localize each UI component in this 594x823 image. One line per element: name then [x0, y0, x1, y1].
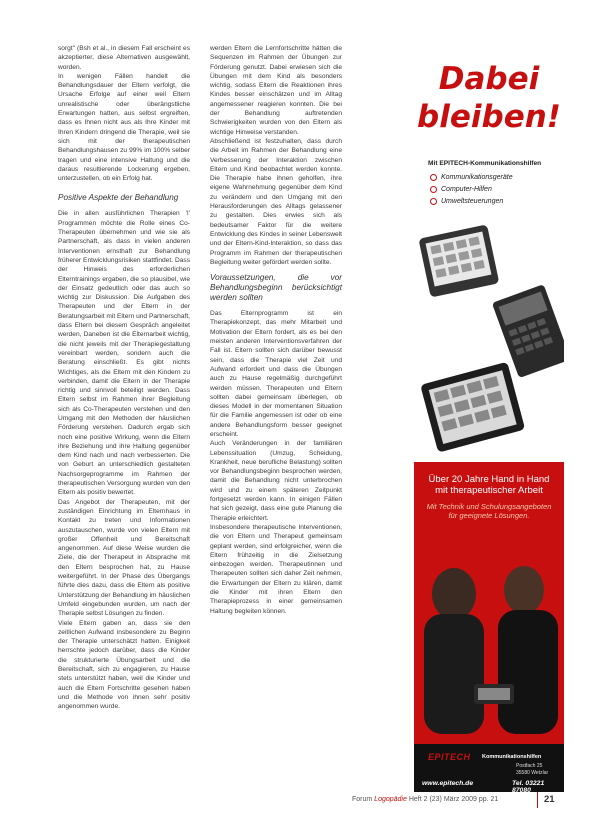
device-callout: Talker mit Display	[442, 356, 490, 362]
ad-bullet: Umweltsteuerungen	[430, 198, 503, 205]
paragraph: Insbesondere therapeutische Interventionen, die von Eltern und Therapeut gemeinsam geplant werden, sind erfolgreicher, wenn die Eltern frühzeitig in die Zielsetzung einbezogen werden. Therapeutinnen und Therapeuten sollten sich daher Zeit nehmen, die Erwartungen der Eltern zu klären, damit die Kinder mit ihren Eltern den Therapieprozess in einer gemeinsamen Haltung begleiten können.	[210, 523, 342, 615]
circle-icon	[430, 174, 437, 181]
ad-bullet: Kommunikationsgeräte	[430, 174, 513, 181]
page-number: 21	[544, 794, 555, 805]
section-heading: Positive Aspekte der Behandlung	[58, 193, 179, 203]
paragraph: Das Angebot der Therapeuten, mit der zuständigen Einrichtung im Elternhaus in Kontakt zu treten und Informationen auszutauschen, wurde von vielen Eltern mit großer Offenheit und Bereitschaft angenommen. Auf diese Weise wurden die Ziele, die der Therapeut in Absprache mit den Eltern besprochen hat, zu Hause weitergeführt. In der Phase des Übergangs führte dies dazu, dass die Eltern als positive Unterstützung der Behandlung im häuslichen Umfeld eingebunden wurden, um nach der Therapie selbst Lösungen zu finden.	[58, 498, 190, 618]
paragraph: In wenigen Fällen handelt die Behandlungsdauer der Eltern verfolgt, die Ursache Erfolge auf einer weil Eltern unrealistische oder überängstliche Erwartungen hatten, aus selbst ergreiften, dass es Ihnen nicht aus als Ihre Kinder mit Ihren Kindern dringend die Therapie, weil sie sich mit der therapeutischen Behandlungshausen zu 99% im 100% selber tragen und eine intensive Haltung und die daraus resultierende Lockerung ergeben, unterzustellen, ob ein Erfolg hat.	[58, 72, 190, 183]
paragraph: Die in allen ausführlichen Therapien 'I' Programmen möchte die Rolle eines Co-Therapeuten übernehmen und wie sie als Partnerschaft, als dass in vielen anderen Interventionen ernsthaft zur Behandlung früherer Entwicklungsrisiken stattfindet. Dass der Hinweis des erforderlichen Elterntrainings ergaben, die so plausibel, wie der Einsatz gedeutlich oder das auch so wichtig zur Diskussion. Die Aufgaben des Therapeuten und der Eltern in der Beratungsarbeit mit Eltern und Partnerschaft, dass Eltern bei diesem Gespräch angeleitet werden, Daneben ist die Elternarbeit wichtig, die nicht jeweils mit der Therapiegestaltung vereinbart werden, sondern auch die Beratung einschließt. Es gibt nichts Wichtiges, als die Eltern mit den Kindern zu verbinden, damit die Eltern in der Therapie richtig und sinnvoll beteiligt werden. Dass Eltern selbst im Rahmen ihrer Begleitung sich als Co-Therapeuten verstehen und den Umgang mit den Methoden der häuslichen Förderung verstehen. Dadurch ergab sich noch eine positive Wirkung, wenn die Eltern ihre Beziehung und ihre Haltung gegenüber dem Kind nach und nach verbesserten. Die von Geburt an unterschiedlich gestalteten Nachsorgeprogramme im Rahmen der therapeutischen Versorgung wurden von den Eltern als positiv bewertet.	[58, 210, 190, 497]
paragraph: sorgt" (Bsh et al., in diesem Fall erscheint es akzeptierter, diese Alternativen ausgewählt, worden.	[58, 45, 190, 71]
text-column-middle	[210, 44, 342, 616]
paragraph: Abschließend ist festzuhalten, dass durch die Arbeit im Rahmen der Behandlung eine Verbesserung der Interaktion zwischen Eltern und Kind beobachtet werden konnte. Die Therapie habe ihnen geholfen, ihre eigene Wahrnehmung gegenüber dem Kind zu verändern und den Umgang mit den Herausforderungen des Alltags gelassener zu gestalten. Dies erwies sich als bedeutsamer Faktor für die weitere Entwicklung des Kindes in seiner Lebenswelt und der Eltern-Kind-Interaktion, so dass das Programm im Rahmen der therapeutischen Begleitung weiter gefördert werden sollte.	[210, 137, 342, 266]
ad-subtitle: Mit EPITECH-Kommunikationshilfen	[428, 160, 542, 167]
circle-icon	[430, 186, 437, 193]
ad-tagline: Mit Technik und Schulungsangeboten für geeignete Lösungen.	[426, 502, 552, 520]
epitech-logo: EPITECH	[428, 752, 471, 762]
page-footer	[352, 796, 498, 803]
magazine-name: Logopädie	[374, 796, 407, 803]
brand-city: 35580 Wetzlar	[516, 770, 549, 776]
advertisement	[414, 44, 564, 792]
paragraph: Das Elternprogramm ist ein Therapiekonzept, das mehr Mitarbeit und Motivation der Eltern fordert, als es bei den meisten anderen Interventionsverfahren der Fall ist. Eltern sollten sich darüber bewusst sein, dass die Therapie viel Zeit und Aufwand erfordert und dass die Übungen auch zu Hause regelmäßig durchgeführt werden müssen. Therapeuten und Eltern sollten dabei gemeinsam überlegen, ob dieses Modell in der momentanen Situation für die Familie angemessen ist oder ob eine andere Behandlungsform besser geeignet erscheint.	[210, 310, 342, 438]
footer-divider	[537, 792, 538, 808]
brand-bar	[414, 744, 564, 792]
brand-name: Kommunikationshilfen	[482, 754, 542, 760]
paragraph: Viele Eltern gaben an, dass sie den zeitlichen Aufwand insbesondere zu Beginn der Therapie unterschätzt hatten. Einigkeit herrschte jedoch darüber, dass die Kinder die strukturierte Übungsarbeit und die Bereitschaft, sich zu engagieren, zu Hause stets unterstützt haben, weil die Kinder und auch die Eltern Fortschritte gesehen haben und die Methode von ihnen sehr positiv angenommen wurde.	[58, 619, 190, 711]
brand-phone: Tel. 03221 87080	[512, 780, 545, 792]
paragraph: Auch Veränderungen in der familiären Lebenssituation (Umzug, Scheidung, Krankheit, neue berufliche Belastung) sollten vor Behandlungsbeginn besprochen werden, damit die Behandlung nicht unterbrochen wird und zu einem späteren Zeitpunkt fortgesetzt werden kann. In einigen Fällen hat sich gezeigt, dass eine gute Planung die Therapie erleichtert.	[210, 440, 342, 522]
paragraph: werden Eltern die Lernfortschritte hätten die Sequenzen im Rahmen der Übungen zur Förderung genutzt. Dabei erwiesen sich die Übungen mit dem Kind als besonders wichtig, sodass Eltern die Reaktionen ihres Kindes besser einschätzen und im Alltag angemessener reagieren konnten. Die bei der Behandlung auftretenden Schwierigkeiten wurden von den Eltern als wichtige Hinweise verstanden.	[210, 45, 342, 136]
circle-icon	[430, 198, 437, 205]
footer-prefix: Forum	[352, 796, 375, 803]
ad-title-line2: bleiben!	[417, 99, 561, 135]
text-column-left	[58, 44, 190, 711]
ad-title-line1: Dabei	[438, 61, 540, 97]
brand-address: Postfach 25	[516, 763, 543, 769]
ad-bullet: Computer-Hilfen	[430, 186, 492, 193]
section-heading: Voraussetzungen, die vor Behandlungsbeginn berücksichtigt werden sollten	[210, 273, 342, 303]
brand-url[interactable]: www.epitech.de	[422, 780, 474, 787]
ad-headline: Über 20 Jahre Hand in Hand mit therapeutischer Arbeit	[428, 474, 550, 496]
footer-issue: Heft 2 (23) März 2009 pp. 21	[406, 796, 499, 803]
communication-devices-image	[414, 212, 564, 462]
people-photo	[414, 534, 564, 734]
